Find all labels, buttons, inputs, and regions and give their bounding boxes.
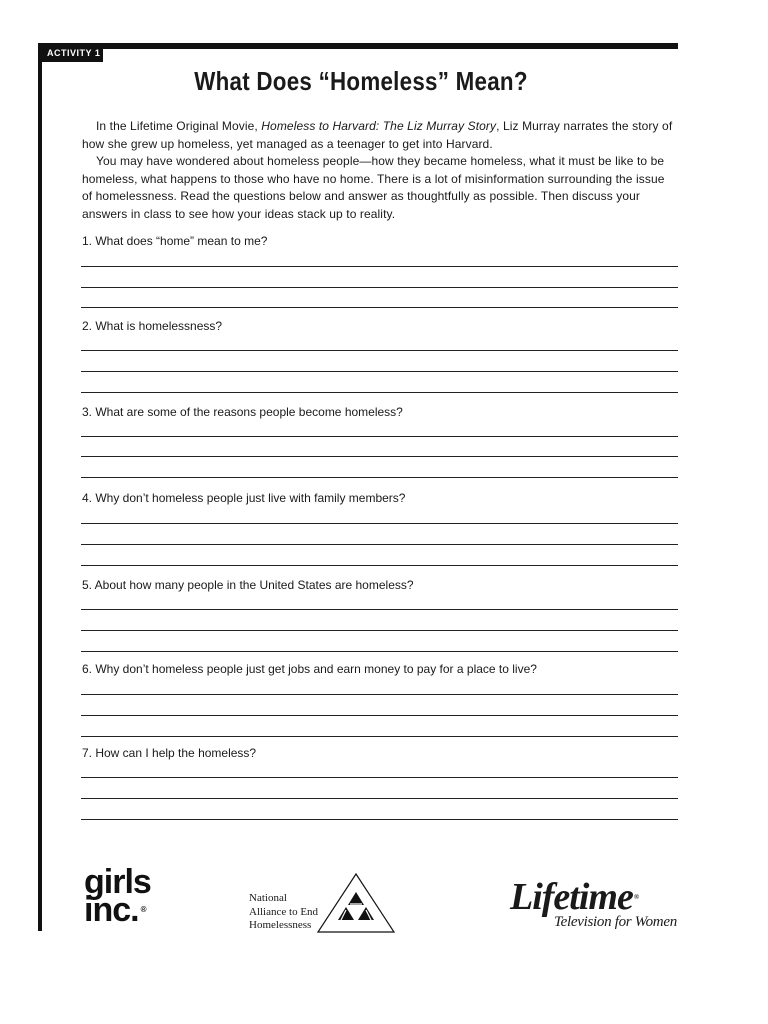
answer-line[interactable] xyxy=(81,456,678,457)
answer-line[interactable] xyxy=(81,392,678,393)
girls-inc-line1: girls xyxy=(84,863,151,901)
activity-label: ACTIVITY 1 xyxy=(41,45,103,62)
answer-line[interactable] xyxy=(81,565,678,566)
lifetime-tagline: Television for Women xyxy=(554,914,677,930)
answer-line[interactable] xyxy=(81,798,678,799)
question-1: 1. What does “home” mean to me? xyxy=(82,234,268,248)
lifetime-wordmark: Lifetime® xyxy=(510,876,639,918)
intro-paragraph-2: You may have wondered about homeless people—how they became homeless, what it must be like to be homeless, what happens to those who have no home. There is a lot of misinformation surrounding the issue of homelessness. Read the questions below and answer as thoughtfully as possible. Then discuss your answers in class to see how your ideas stack up to reality. xyxy=(82,154,665,221)
question-3: 3. What are some of the reasons people become homeless? xyxy=(82,405,403,419)
answer-line[interactable] xyxy=(81,736,678,737)
answer-line[interactable] xyxy=(81,715,678,716)
answer-line[interactable] xyxy=(81,630,678,631)
intro-paragraph-1 xyxy=(82,118,678,153)
naeh-line1: National xyxy=(249,892,287,904)
intro-p1-post: , Liz Murray narrates the story of how she grew up homeless, yet managed as a teenager to get into Harvard. xyxy=(82,119,673,151)
left-rule xyxy=(38,43,42,931)
answer-line[interactable] xyxy=(81,651,678,652)
question-2: 2. What is homelessness? xyxy=(82,319,223,333)
intro-text xyxy=(82,118,678,223)
answer-line[interactable] xyxy=(81,436,678,437)
answer-line[interactable] xyxy=(81,266,678,267)
naeh-line3: Homelessness xyxy=(249,919,312,931)
girls-inc-logo xyxy=(84,863,151,929)
answer-line[interactable] xyxy=(81,694,678,695)
answer-line[interactable] xyxy=(81,371,678,372)
question-4: 4. Why don’t homeless people just live with family members? xyxy=(82,491,406,505)
lifetime-logo xyxy=(510,878,680,938)
naeh-name xyxy=(249,892,318,933)
question-6: 6. Why don’t homeless people just get jobs and earn money to pay for a place to live? xyxy=(82,662,537,676)
answer-line[interactable] xyxy=(81,777,678,778)
girls-inc-line2: inc. ® xyxy=(84,891,147,929)
top-rule xyxy=(40,43,678,49)
answer-line[interactable] xyxy=(81,350,678,351)
intro-p1-pre: In the Lifetime Original Movie, xyxy=(96,119,262,133)
answer-line[interactable] xyxy=(81,819,678,820)
answer-line[interactable] xyxy=(81,307,678,308)
answer-line[interactable] xyxy=(81,477,678,478)
question-5: 5. About how many people in the United States are homeless? xyxy=(82,578,414,592)
page-title: What Does “Homeless” Mean? xyxy=(194,66,528,96)
movie-title: Homeless to Harvard: The Liz Murray Story xyxy=(261,119,497,133)
answer-line[interactable] xyxy=(81,523,678,524)
question-7: 7. How can I help the homeless? xyxy=(82,746,257,760)
answer-line[interactable] xyxy=(81,609,678,610)
naeh-triangle-logo-icon xyxy=(316,872,396,934)
answer-line[interactable] xyxy=(81,544,678,545)
naeh-line2: Alliance to End xyxy=(249,905,319,918)
answer-line[interactable] xyxy=(81,287,678,288)
